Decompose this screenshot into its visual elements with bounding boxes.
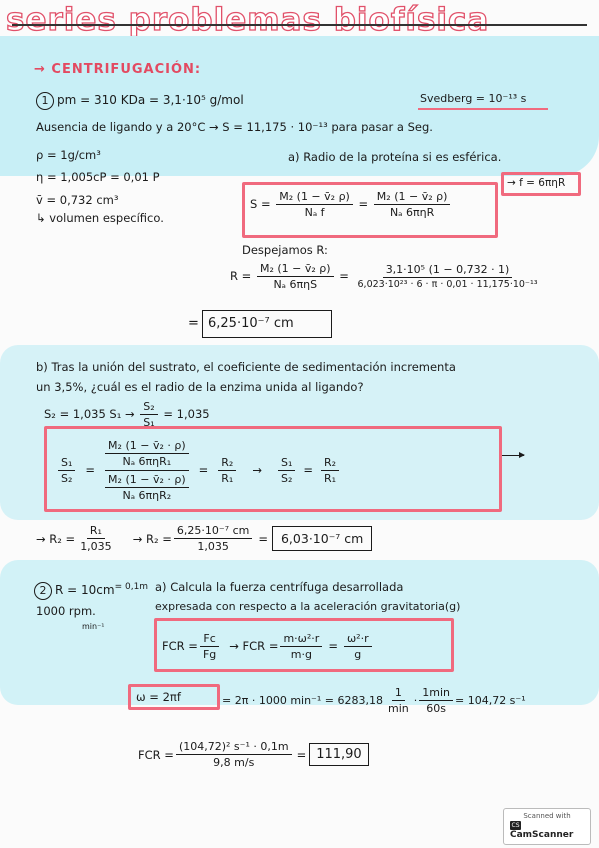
box-lhs-frac [58, 456, 75, 485]
pm-text: pm = 310 KDa = 3,1·10⁵ g/mol [57, 93, 244, 107]
s2-frac-den: S₁ [143, 416, 155, 429]
title-strike-line [12, 24, 587, 26]
r-frac-num: M₂ (1 − v̄₂ ρ) [257, 262, 334, 277]
r-values-num: 3,1·10⁵ (1 − 0,732 · 1) [383, 263, 513, 278]
box-r-frac [218, 456, 236, 485]
omega-dot: · [413, 694, 418, 707]
r-values-frac [355, 263, 541, 290]
box-bot-den: Nₐ 6πηR₂ [122, 488, 172, 502]
box-eq2: = [198, 463, 209, 477]
box-s-frac [278, 456, 295, 485]
rpm-unit: min⁻¹ [82, 622, 105, 631]
vbar-value: v̄ = 0,732 cm³ [36, 193, 119, 207]
omega-result: = 104,72 s⁻¹ [454, 694, 526, 707]
box-r2-frac [321, 456, 339, 485]
camscanner-brand: CamScanner [510, 829, 574, 840]
omega-frac-2-den: 60s [426, 702, 446, 715]
vbar-note: ↳ volumen específico. [36, 211, 164, 225]
fcr-formula [162, 624, 374, 668]
fcr-frac-2-num: m·ω²·r [280, 632, 322, 647]
fcr-calculation [138, 740, 369, 769]
part-b-line2: un 3,5%, ¿cuál es el radio de la enzima unida al ligando? [36, 380, 364, 394]
r-result-eq: = [188, 316, 199, 331]
part-2a-line2: expresada con respecto a la aceleración gravitatoria(g) [155, 600, 461, 613]
fcr-frac-1-den: Fg [202, 647, 217, 661]
fcr-frac-1 [200, 632, 219, 661]
part-2a-line1: a) Calcula la fuerza centrífuga desarrollada [155, 580, 404, 594]
fcr-frac-2-den: m·g [290, 647, 312, 661]
box-lhs-num: S₁ [58, 456, 75, 471]
r-eq: = [339, 269, 349, 283]
box-compound-frac [103, 439, 191, 502]
omega-frac-2 [419, 686, 453, 715]
page-title: series problemas biofísica [6, 2, 490, 36]
omega-frac-1 [385, 686, 412, 715]
omega-frac-2-num: 1min [419, 686, 453, 701]
box-top-den: Nₐ 6πηR₁ [122, 454, 172, 468]
r-values-den: 6,023·10²³ · 6 · π · 0,01 · 11,175·10⁻¹³ [357, 279, 538, 290]
rpm-value: 1000 rpm. [36, 604, 96, 618]
fcr-lhs: FCR = [162, 639, 198, 653]
part-b-line1: b) Tras la unión del sustrato, el coeficiente de sedimentación incrementa [36, 360, 456, 374]
s-frac-2-num: M₂ (1 − v̄₂ ρ) [374, 190, 451, 205]
f-formula: → f = 6πηR [507, 177, 566, 189]
omega-frac-1-num: 1 [392, 686, 405, 701]
omega-frac-1-den: min [387, 702, 409, 715]
fcr-frac-3-den: g [354, 647, 362, 661]
r-value: R = 10cm [55, 583, 115, 597]
camscanner-badge [503, 808, 591, 845]
ausencia-line: Ausencia de ligando y a 20°C → S = 11,175 · 10⁻¹³ para pasar a Seg. [36, 120, 433, 134]
r2-val-den: 1,035 [197, 540, 229, 553]
s2-frac-val: = 1,035 [163, 407, 210, 421]
r-conversion: = 0,1m [114, 582, 149, 592]
s-eq: = [358, 197, 369, 211]
box-bot-num: M₂ (1 − v̄₂ · ρ) [105, 473, 189, 488]
scanned-with-label: Scanned with [523, 812, 571, 820]
fcr-frac-3 [344, 632, 372, 661]
r-frac-den: Nₐ 6πηS [273, 278, 318, 291]
s2-line: S₂ = 1,035 S₁ → [44, 407, 135, 421]
box-r2-den: R₁ [324, 471, 337, 485]
omega-calc: = 2π · 1000 min⁻¹ = 6283,18 [222, 694, 383, 707]
box-eq3: = [303, 463, 314, 477]
box-arrow: → [252, 463, 262, 477]
ratio-continue-arrow [502, 455, 524, 456]
s-frac-1-num: M₂ (1 − v̄₂ ρ) [276, 190, 353, 205]
problem2-number: 2 [34, 582, 52, 600]
r2-eq: = [258, 531, 268, 546]
fcr-eq: = [328, 639, 338, 653]
s-lhs: S = [250, 197, 271, 211]
r2-val-frac [174, 524, 252, 553]
part-a-question: a) Radio de la proteína si es esférica. [288, 150, 502, 164]
box-top-frac [105, 439, 189, 471]
box-r-den: R₁ [221, 471, 234, 485]
r2-arrow: → R₂ = [132, 531, 172, 546]
r2-result: 6,03·10⁻⁷ cm [272, 526, 372, 551]
fcr2-eq: = [296, 747, 307, 762]
r2-frac-den: 1,035 [80, 540, 112, 553]
r-result: 6,25·10⁻⁷ cm [208, 316, 294, 331]
problem1-pm-line [36, 92, 244, 110]
fcr2-frac [176, 740, 292, 769]
box-top-num: M₂ (1 − v̄₂ · ρ) [105, 439, 189, 454]
s2-relation [44, 400, 210, 429]
box-s-den: S₂ [280, 471, 293, 485]
r2-frac [77, 524, 115, 553]
box-eq: = [85, 463, 96, 477]
box-lhs-den: S₂ [61, 471, 73, 485]
s-frac-1-den: Nₐ f [304, 206, 325, 219]
omega-formula: ω = 2πf [136, 690, 181, 704]
r-formula [230, 262, 543, 291]
fcr2-num: (104,72)² s⁻¹ · 0,1m [176, 740, 292, 755]
camscanner-icon: CS [511, 822, 520, 829]
fcr2-result: 111,90 [309, 743, 369, 766]
problem2-r-line [34, 582, 148, 600]
box-r-num: R₂ [218, 456, 236, 471]
section-heading: → CENTRIFUGACIÓN: [34, 62, 202, 77]
s-formula [250, 190, 452, 219]
fcr-frac-3-num: ω²·r [344, 632, 372, 647]
fcr-arrow: → FCR = [229, 639, 279, 653]
rho-value: ρ = 1g/cm³ [36, 148, 101, 162]
eta-value: η = 1,005cP = 0,01 P [36, 170, 160, 184]
r2-derivation [36, 524, 372, 553]
s-frac-2 [374, 190, 451, 219]
svedberg-underline [418, 108, 548, 110]
s2-frac-num: S₂ [140, 400, 157, 415]
fcr2-lhs: FCR = [138, 747, 174, 762]
r2-lhs: → R₂ = [36, 531, 76, 546]
problem1-number: 1 [36, 92, 54, 110]
box-r2-num: R₂ [321, 456, 339, 471]
s-frac-2-den: Nₐ 6πηR [389, 206, 435, 219]
despejamos-label: Despejamos R: [242, 243, 328, 257]
box-bot-frac [105, 471, 189, 502]
ratio-formula [56, 434, 341, 506]
fcr-frac-2 [280, 632, 322, 661]
box-s-num: S₁ [278, 456, 295, 471]
r2-val-num: 6,25·10⁻⁷ cm [174, 524, 252, 539]
r-frac [257, 262, 334, 291]
r2-frac-num: R₁ [87, 524, 105, 539]
s2-frac [140, 400, 157, 429]
svedberg-note: Svedberg = 10⁻¹³ s [420, 92, 527, 105]
s-frac-1 [276, 190, 353, 219]
omega-calculation [222, 686, 526, 715]
fcr-frac-1-num: Fc [200, 632, 218, 647]
camscanner-brand-row [510, 821, 584, 840]
fcr2-den: 9,8 m/s [213, 756, 255, 769]
r-lhs: R = [230, 269, 252, 283]
